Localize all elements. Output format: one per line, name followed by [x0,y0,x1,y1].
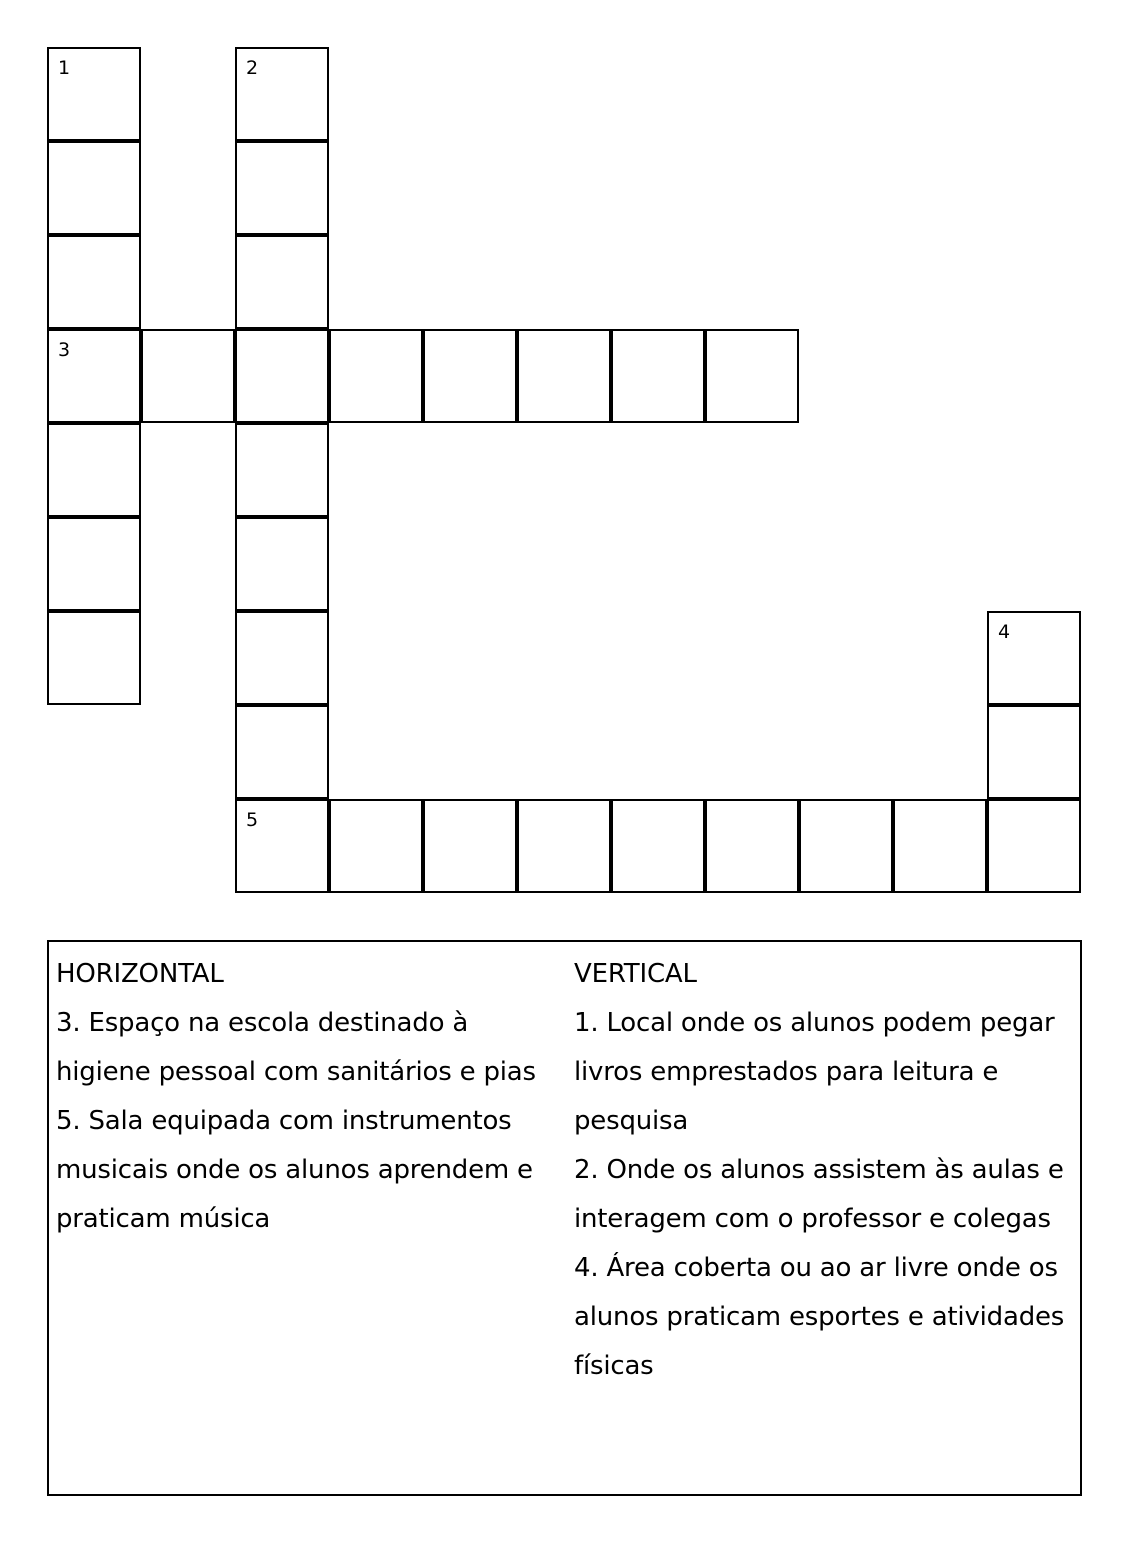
clue-number: 1 [58,57,71,79]
clue-vertical-1: 1. Local onde os alunos podem pegar livros emprestados para leitura e pesquisa [574,1008,1055,1136]
crossword-cell[interactable] [611,329,705,423]
crossword-cell[interactable] [705,799,799,893]
clue-number: 3 [58,339,71,361]
crossword-cell[interactable] [235,141,329,235]
clue-vertical-2: 2. Onde os alunos assistem às aulas e interagem com o professor e colegas [574,1155,1064,1234]
crossword-cell[interactable] [611,799,705,893]
clue-horizontal-3: 3. Espaço na escola destinado à higiene pessoal com sanitários e pias [56,1008,536,1087]
crossword-cell[interactable] [47,423,141,517]
clue-number: 5 [246,809,259,831]
crossword-cell[interactable] [47,517,141,611]
crossword-cell[interactable] [235,611,329,705]
crossword-cell[interactable] [47,235,141,329]
crossword-cell[interactable] [893,799,987,893]
crossword-cell[interactable] [329,799,423,893]
horizontal-clues [56,950,561,1244]
crossword-cell[interactable] [141,329,235,423]
vertical-clues [574,950,1079,1391]
crossword-cell[interactable] [235,705,329,799]
crossword-cell[interactable] [235,423,329,517]
crossword-cell[interactable] [235,235,329,329]
crossword-cell[interactable] [235,47,329,141]
crossword-cell[interactable] [705,329,799,423]
crossword-cell[interactable] [799,799,893,893]
crossword-cell[interactable] [987,799,1081,893]
clues-box [47,940,1082,1496]
crossword-cell[interactable] [517,799,611,893]
crossword-cell[interactable] [47,329,141,423]
crossword-cell[interactable] [235,329,329,423]
horizontal-heading: HORIZONTAL [56,959,224,989]
crossword-cell[interactable] [47,611,141,705]
crossword-cell[interactable] [329,329,423,423]
crossword-cell[interactable] [517,329,611,423]
crossword-cell[interactable] [235,799,329,893]
crossword-cell[interactable] [47,47,141,141]
crossword-cell[interactable] [423,329,517,423]
crossword-cell[interactable] [47,141,141,235]
clue-number: 4 [998,621,1011,643]
clue-number: 2 [246,57,259,79]
crossword-cell[interactable] [987,705,1081,799]
crossword-cell[interactable] [423,799,517,893]
crossword-cell[interactable] [987,611,1081,705]
clue-horizontal-5: 5. Sala equipada com instrumentos musicais onde os alunos aprendem e praticam música [56,1106,533,1234]
clue-vertical-4: 4. Área coberta ou ao ar livre onde os alunos praticam esportes e atividades físicas [574,1253,1065,1381]
vertical-heading: VERTICAL [574,959,697,989]
crossword-cell[interactable] [235,517,329,611]
